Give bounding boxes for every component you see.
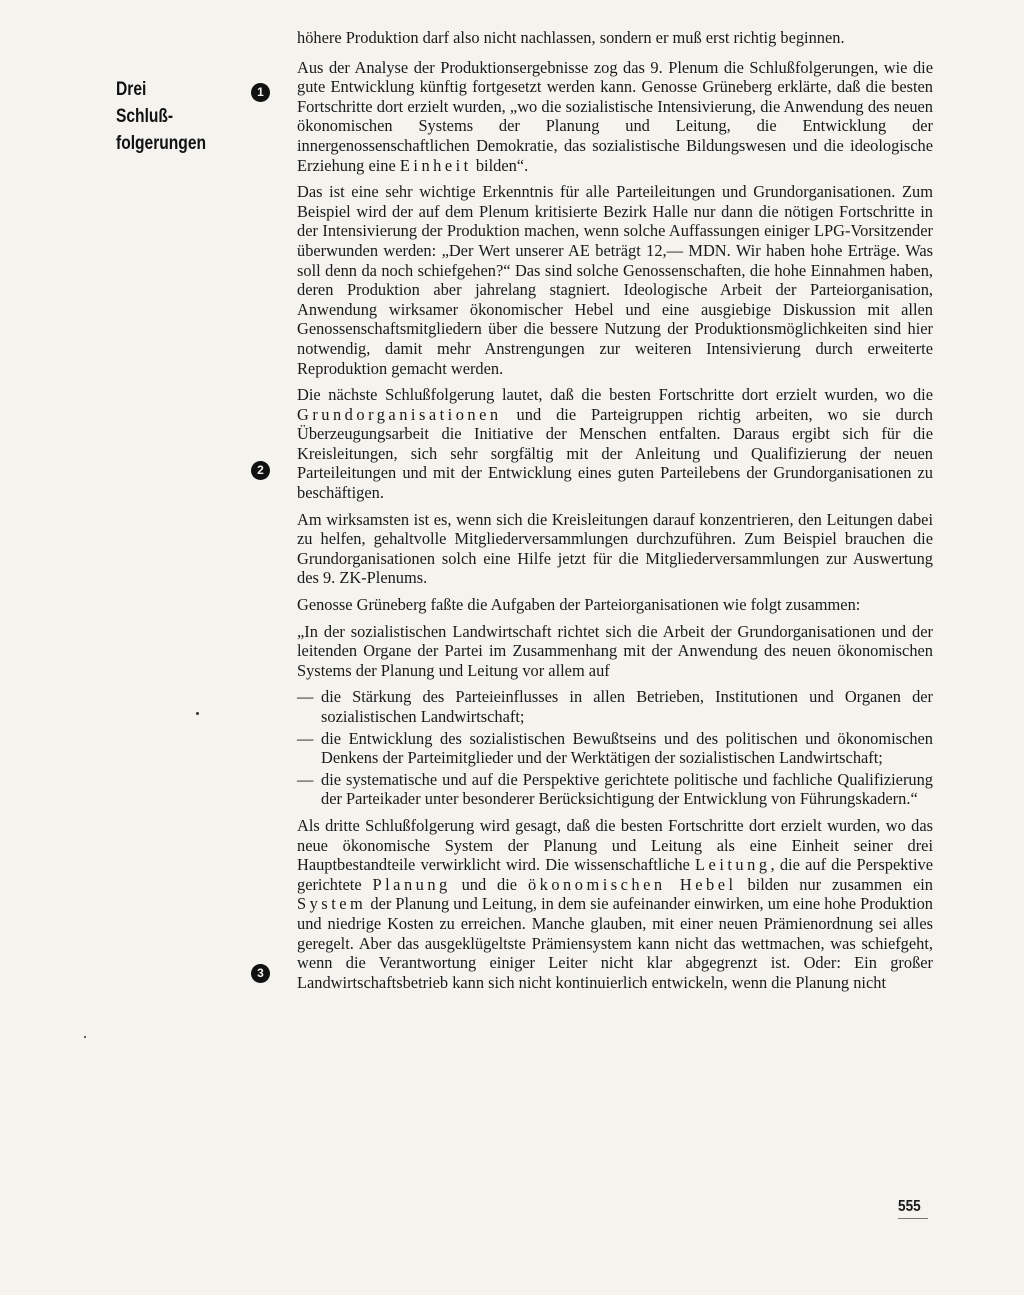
marker-3-icon: 3 — [251, 964, 270, 983]
scan-speck — [84, 1036, 86, 1038]
main-text-column — [297, 28, 933, 999]
marker-1-icon: 1 — [251, 83, 270, 102]
section-2-paragraph-1: Die nächste Schlußfolgerung lautet, daß die besten Fortschritte dort erzielt wurden, wo die Grundorganisationen und die Parteigruppen richtig arbeiten, wo sie durch Überzeugungsarbeit die Initiative der Menschen entfalten. Daraus ergibt sich für die Kreisleitungen, sich sehr sorgfältig mit der Anleitung und Qualifizierung der neuen Parteileitungen und mit der Entwicklung eines guten Parteilebens der Grundorganisationen zu beschäftigen. — [297, 385, 933, 503]
margin-heading-line-2: Schluß- — [116, 106, 174, 127]
margin-heading-line-3: folgerungen — [116, 133, 207, 154]
dash-marker: — — [297, 728, 314, 748]
marker-2-icon: 2 — [251, 461, 270, 480]
dash-marker: — — [297, 687, 314, 707]
emphasis-leitung: Leitung — [695, 855, 771, 875]
list-item: — die systematische und auf die Perspektive gerichtete politische und fachliche Qualifizierung der Parteikader unter besonderer Berücksichtigung der Entwicklung von Führungskadern.“ — [297, 769, 933, 809]
section-3-paragraph: Als dritte Schlußfolgerung wird gesagt, daß die besten Fortschritte dort erzielt wurden, wo das neue ökonomische System der Planung und Leitung als eine Einheit seiner drei Hauptbestandteile verwirklicht wird. Die wissenschaftliche Leitung, die auf die Perspektive gerichtete Planung und die ökonomischen Hebel bilden nur zusammen ein System der Planung und Leitung, in dem sie aufeinander einwirken, um eine hohe Produktion und niedrige Kosten zu erreichen. Manche glauben, mit einer neuen Prämienordnung sei alles geregelt. Aber das ausgeklügeltste Prämiensystem kann nicht das wettmachen, was schiefgeht, wenn die Verantwortung einiger Leiter nicht klar abgegrenzt ist. Oder: Ein großer Landwirtschaftsbetrieb kann sich nicht kontinuierlich entwickeln, wenn die Planung nicht — [297, 815, 934, 992]
section-2-paragraph-2: Am wirksamsten ist es, wenn sich die Kreisleitungen darauf konzentrieren, den Leitungen dabei zu helfen, gehaltvolle Mitgliederversammlungen durchzuführen. Zum Beispiel brauchen die Grundorganisationen solch eine Hilfe jetzt für die Mitgliederversammlungen zur Auswertung des 9. ZK-Plenums. — [297, 509, 933, 588]
section-1-paragraph-1: Aus der Analyse der Produktionsergebnisse zog das 9. Plenum die Schlußfolgerungen, wie die gute Entwicklung künftig fortgesetzt werden kann. Genosse Grüneberg erklärte, daß die besten Fortschritte dort erzielt wurden, „wo die sozialistische Intensivierung, die Anwendung des neuen ökonomischen Systems der Planung und Leitung, die Entwicklung der innergenossenschaftlichen Demokratie, das sozialistische Bildungswesen und die ideologische Erziehung eine Einheit bilden“. — [297, 57, 933, 175]
margin-heading — [116, 76, 223, 157]
list-item: — die Entwicklung des sozialistischen Bewußtseins und des politischen und ökonomischen Denkens der Parteimitglieder und der Werktätigen der sozialistischen Landwirtschaft; — [297, 728, 933, 768]
emphasis-grundorganisationen: Grundorganisationen — [297, 404, 502, 424]
margin-heading-line-1: Drei — [116, 79, 147, 100]
section-1-paragraph-2: Das ist eine sehr wichtige Erkenntnis für alle Parteileitungen und Grundorganisationen. Zum Beispiel wird der auf dem Plenum kritisierte Bezirk Halle nur dann die nötigen Fortschritte in der Intensivierung der Produktion machen, wenn solche Auffassungen einiger LPG-Vorsitzender überwunden werden: „Der Wert unserer AE beträgt 12,— MDN. Wir haben hohe Erträge. Was soll denn da noch schiefgehen?“ Das sind solche Genossenschaften, die hohe Einnahmen haben, deren Produktion aber jahrelang stagniert. Ideologische Arbeit der Parteiorganisation, Anwendung wirksamer ökonomischer Hebel und eine ausgiebige Diskussion mit allen Genossenschaftsmitgliedern über die bessere Nutzung der Produktionsmöglichkeiten sind hier notwendig, damit mehr Anstrengungen zur weiteren Intensivierung durch erweiterte Reproduktion gemacht werden. — [297, 182, 933, 378]
emphasis-planung: Planung — [372, 874, 451, 894]
page-number-rule — [898, 1218, 928, 1219]
page-number: 555 — [898, 1198, 921, 1215]
section-2-quote: „In der sozialistischen Landwirtschaft richtet sich die Arbeit der Grundorganisationen und der leitenden Organe der Partei im Zusammenhang mit der Anwendung des neuen ökonomischen Systems der Planung und Leitung vor allem auf — [297, 621, 933, 680]
section-2-paragraph-3: Genosse Grüneberg faßte die Aufgaben der Parteiorganisationen wie folgt zusammen: — [297, 595, 861, 615]
scan-speck — [196, 712, 199, 715]
emphasis-einheit: Einheit — [399, 155, 472, 175]
list-item: — die Stärkung des Parteieinflusses in allen Betrieben, Institutionen und Organen der sozialistischen Landwirtschaft; — [297, 687, 933, 726]
intro-paragraph: höhere Produktion darf also nicht nachlassen, sondern er muß erst richtig beginnen. — [297, 28, 845, 47]
emphasis-hebel: ökonomischen Hebel — [527, 874, 737, 894]
dash-marker: — — [297, 769, 314, 789]
dash-list — [297, 687, 933, 809]
emphasis-system: System — [297, 894, 367, 914]
